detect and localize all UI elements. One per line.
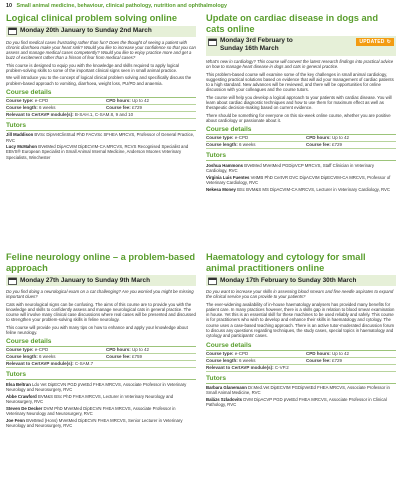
detail-row: Course type: e-CPD CPD hours: Up to 42 (206, 351, 396, 358)
body-paragraph: This course will provide you with many tips on how to enhance and apply your knowledge about feline neurology. (6, 324, 188, 336)
course-length: 6 weeks (239, 142, 256, 148)
tutors-heading: Tutors (6, 371, 196, 380)
body-paragraph: The course will help you develop a logical approach to your patients with cardiac disease. You will learn about cardiac diagnostic techniques and how to use them for maximum effect as well as therapeutic decision-making based on current evidence. (206, 94, 392, 111)
body-paragraph: The ever-widening availability of in-house haematology analysers has provided many benefits for patient care. In many practices however, there is a skills gap in relation to blood smear examination in house. Yet this is an essential skill for these machines to be used reliably and safely. This course is for practitioners who wish to develop and enhance their skills in haematology and cytology. The course uses a case-based teaching approach. There is an active tutor-moderated discussion forum to discuss any questions regarding techniques, the study cases, special topics in haematology and cytology and participants' cases. (206, 301, 395, 339)
relevant-modules: Relevant to CertAVP module(s): C-VP.2 (206, 365, 396, 372)
cpd-hours: Up to 42 (132, 97, 150, 103)
course-date: Monday 27th January to Sunday 9th March (20, 276, 150, 284)
article-feline-neurology (6, 252, 196, 428)
tutor-entry: Jill Maddison BVSc DipVetClinStud PhD FACVSc SFHEA MRCVS, Professor of General Practice, RVC (6, 132, 195, 143)
course-details-heading: Course details (206, 126, 396, 135)
course-date: Monday 17th February to Sunday 30th March (220, 276, 357, 284)
calendar-icon (208, 38, 217, 46)
calendar-icon (208, 277, 217, 285)
article-title: Feline neurology online – a problem-based approach (6, 252, 196, 273)
detail-row: Course type: e-CPD CPD hours: Up to 42 (6, 347, 196, 354)
cpd-hours: Up to 42 (332, 135, 350, 141)
course-fee: £729 (332, 142, 343, 148)
detail-row: Course type: e-CPD CPD hours: Up to 42 (206, 135, 396, 142)
course-fee: £759 (132, 354, 143, 360)
date-bar (206, 36, 396, 56)
relevant-modules: Relevant to CertAVP module(s): C-SAM.7 (6, 361, 196, 368)
relevant-modules: Relevant to CertAVP module(s): B-SAH.1, C-SAM.8, 9 and 10 (6, 112, 196, 119)
tutor-entry: Joe Fenn BVetMed (Hons) MVetMed DipECVN FHEA MRCVS, Senior Lecturer in Veterinary Neurology and Neurosurgery, RVC (6, 417, 183, 428)
article-haematology-cytology (206, 252, 396, 407)
updated-badge: UPDATED ↻ (356, 38, 394, 46)
page-header (6, 3, 227, 9)
refresh-icon: ↻ (386, 39, 391, 45)
lead-paragraph: Do you want to increase your skills in assessing blood smears and fine needle aspirates to expand the clinical service you can provide to your patients? (206, 289, 394, 300)
body-paragraph: This problem-based course will examine some of the key challenges in small animal cardiology, suggesting practical solutions based on evidence that will aid your management of cardiac patients to a high standard. New advances will be reviewed, and there will be opportunities for online discussion with your colleagues and the course tutors. (206, 71, 394, 93)
cpd-hours: Up to 42 (332, 350, 350, 356)
tutor-entry: Balázs Szladovits DVM DipACVP PGD pVetEd FHEA MRCVS, Associate Professor in Clinical Pathology, RVC (206, 397, 387, 408)
tutor-entry: Lucy McMahon BVetMed DipACVIM DipECVIM-CA MRCVS, RCVS Recognised Specialist and EBVS® European Specialist in Small Animal Internal Medicine, Anderson Moores Veterinary Specialists, Winchester (6, 144, 189, 160)
course-details-heading: Course details (206, 342, 396, 351)
detail-row: Course length: 6 weeks Course fee: £759 (6, 354, 196, 361)
lead-paragraph: Do you find doing a neurological exam on a cat challenging? Are you worried you might be missing important clues? (6, 289, 194, 300)
course-type: e-CPD (34, 97, 49, 103)
course-date: Monday 20th January to Sunday 2nd March (20, 27, 152, 34)
lead-paragraph: Do you find medical cases frustrating rather than fun? Does the thought of seeing a patient with chronic diarrhoea make your heart sink? Would you like to increase your confidence so that you can assess and manage medical cases competently? Would you like to enjoy practice more and get a buzz of excitement rather than a frisson of fear from medical cases? (6, 39, 196, 61)
tutor-entry: Elsa Beltran Ldo Vet DipECVN PGD pVetEd FHEA MRCVS, Associate Professor in Veterinary Neurology and Neurosurgery, RVC (6, 381, 187, 393)
body-paragraph: There should be something for everyone on this six-week online course, whether you are positive about cardiology or passionate about it. (206, 112, 391, 123)
calendar-icon (8, 277, 17, 285)
article-clinical-problem-solving (6, 13, 196, 160)
article-title: Update on cardiac disease in dogs and cats online (206, 13, 379, 34)
tutor-entry: Steven De Decker DVM PhD MVetMed DipECVN FHEA MRCVS, Associate Professor in Veterinary Neurology and Neurosurgery, RVC (6, 405, 176, 416)
detail-row: Course type: e-CPD CPD hours: Up to 42 (6, 98, 196, 105)
article-cardiac-disease (206, 13, 396, 192)
course-type: e-CPD (34, 347, 49, 353)
page-number: 10 (6, 3, 12, 9)
calendar-icon (8, 27, 17, 35)
course-length: 6 weeks (239, 357, 256, 363)
detail-row: Course length: 6 weeks Course fee: £729 (206, 142, 396, 149)
section-title: Small animal medicine, behaviour, clinical pathology, nutrition and ophthalmology (16, 3, 227, 9)
tutors-heading: Tutors (6, 122, 196, 131)
tutor-entry: Abbe Crawford BVM&S BSc PhD FHEA MRCVS, Lecturer in Veterinary Neurology and Neurosurgery, RVC (6, 393, 174, 404)
article-title: Haematology and cytology for small animal practitioners online (206, 252, 366, 273)
course-type: e-CPD (234, 135, 249, 141)
course-date: Monday 3rd February to Sunday 16th March (220, 37, 293, 52)
course-fee: £729 (332, 357, 343, 363)
course-length: 6 weeks (39, 354, 56, 360)
tutor-entry: Nekesa Money BSc BVM&S MS DipACVIM-CA MRCVS, Lecturer in Veterinary Cardiology, RVC (206, 186, 390, 192)
tutor-entry: Joshua Hammons BVetMed MVetMed PGDipVCP MRCVS, Staff Clinician in Veterinary Cardiology, RVC (206, 162, 374, 173)
course-fee: £729 (132, 104, 143, 110)
lead-paragraph: What's new in cardiology? This course will convert the latest research findings into practical advice on how to manage heart disease in dogs and cats in general practice. (206, 59, 394, 70)
article-title: Logical clinical problem solving online (6, 13, 177, 23)
detail-row: Course length: 6 weeks Course fee: £729 (6, 105, 196, 112)
body-paragraph: Cats with neurological signs can be confusing. The aims of this course are to provide you with the knowledge and skills to confidently assess and manage neurological cats in general practice. The course will involve many clinical case discussions where real cases will be presented and discussed to strengthen your problem-solving skills in feline neurology. (6, 301, 196, 323)
tutors-heading: Tutors (206, 375, 396, 384)
body-paragraph: We will introduce you to the concept of logical clinical problem solving and specifically discuss the problem-based approach to vomiting, diarrhoea, weight loss, PU/PD and anaemia. (6, 75, 192, 86)
detail-row: Course length: 6 weeks Course fee: £729 (206, 358, 396, 365)
date-bar (6, 275, 196, 286)
tutors-heading: Tutors (206, 152, 396, 161)
course-details-heading: Course details (6, 338, 196, 347)
tutor-entry: Virginia Luis Fuentes VetMB PhD CertVR DVC DipACVIM DipECVIM-CA MRCVS, Professor of Veterinary Cardiology, RVC (206, 174, 391, 185)
date-bar (206, 275, 396, 286)
course-details-heading: Course details (6, 89, 196, 98)
tutor-entry: Barbara Glanemann Dr.Med.Vet DipECVIM PGDipVetEd FHEA MRCVS, Associate Professor in Small Animal Medicine, RVC (206, 385, 390, 396)
course-type: e-CPD (234, 350, 249, 356)
course-length: 6 weeks (39, 104, 56, 110)
date-bar (6, 26, 196, 37)
body-paragraph: This course is designed to equip you with the knowledge and skills required to apply logical problem-solving skills to some of the important clinical signs seen in small animal practice. (6, 62, 179, 73)
cpd-hours: Up to 42 (132, 347, 150, 353)
